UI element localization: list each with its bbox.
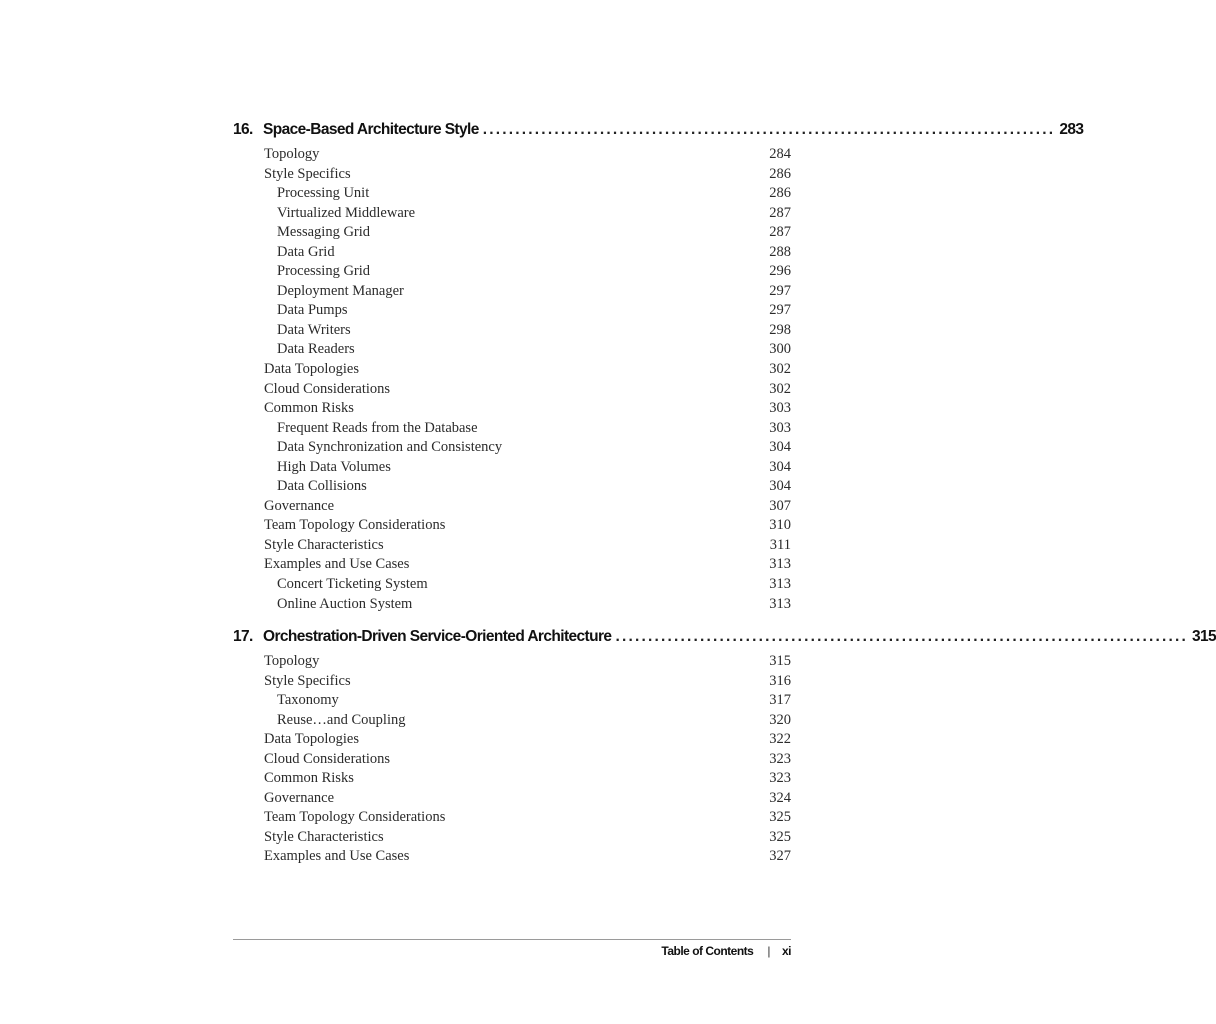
toc-entry[interactable] bbox=[233, 808, 791, 828]
chapter-title: Orchestration-Driven Service-Oriented Architecture bbox=[263, 628, 612, 645]
toc-entry-page-number: 288 bbox=[769, 243, 791, 260]
toc-entry-label: Cloud Considerations bbox=[264, 380, 391, 397]
toc-entry-label: Processing Unit bbox=[277, 185, 370, 202]
footer-page-number: xi bbox=[781, 944, 791, 958]
toc-entry-label: Examples and Use Cases bbox=[264, 848, 410, 865]
toc-entry-page-number: 311 bbox=[769, 536, 791, 553]
toc-entry-page-number: 325 bbox=[769, 828, 791, 845]
toc-entry[interactable] bbox=[233, 497, 791, 517]
toc-entry[interactable] bbox=[233, 828, 791, 848]
toc-entry-label: Messaging Grid bbox=[277, 224, 371, 241]
toc-entry-page-number: 307 bbox=[769, 497, 791, 514]
toc-entry[interactable] bbox=[233, 184, 791, 204]
toc-entry[interactable] bbox=[233, 321, 791, 341]
toc-entry-label: Virtualized Middleware bbox=[277, 204, 416, 221]
toc-entry-page-number: 298 bbox=[769, 321, 791, 338]
toc-entry-label: Data Pumps bbox=[277, 302, 348, 319]
toc-entry-page-number: 316 bbox=[769, 672, 791, 689]
toc-entry-label: Frequent Reads from the Database bbox=[277, 419, 478, 436]
toc-entry-page-number: 287 bbox=[769, 204, 791, 221]
toc-entry-page-number: 297 bbox=[769, 302, 791, 319]
chapter-title: Space-Based Architecture Style bbox=[263, 121, 479, 138]
toc-entry-page-number: 297 bbox=[769, 282, 791, 299]
toc-entry-page-number: 324 bbox=[769, 789, 791, 806]
toc-entry-page-number: 325 bbox=[769, 809, 791, 826]
footer-separator: | bbox=[767, 944, 770, 958]
toc-entry-label: Concert Ticketing System bbox=[277, 576, 428, 593]
toc-entry[interactable] bbox=[233, 438, 791, 458]
toc-entry[interactable] bbox=[233, 301, 791, 321]
toc-entry-label: Team Topology Considerations bbox=[264, 517, 446, 534]
toc-entry-label: Topology bbox=[264, 653, 320, 669]
toc-entry[interactable] bbox=[233, 145, 791, 165]
toc-entry-page-number: 300 bbox=[769, 341, 791, 358]
toc-entry-page-number: 313 bbox=[769, 595, 791, 612]
toc-entry[interactable] bbox=[233, 399, 791, 419]
toc-entry-page-number: 320 bbox=[769, 711, 791, 728]
toc-entry-page-number: 303 bbox=[769, 400, 791, 417]
toc-entry-label: Style Characteristics bbox=[264, 828, 384, 845]
chapter-heading[interactable] bbox=[233, 121, 1084, 145]
toc-entry-label: Data Topologies bbox=[264, 731, 359, 748]
chapter-entries bbox=[233, 145, 791, 614]
toc-entry[interactable] bbox=[233, 730, 791, 750]
leader-dots: ........................................................................................ bbox=[615, 628, 1189, 645]
toc-entry-page-number: 310 bbox=[769, 517, 791, 534]
toc-entry[interactable] bbox=[233, 223, 791, 243]
toc-entry[interactable] bbox=[233, 380, 791, 400]
toc-entry-label: Online Auction System bbox=[277, 595, 413, 612]
toc-entry[interactable] bbox=[233, 750, 791, 770]
toc-entry[interactable] bbox=[233, 165, 791, 185]
chapter-16 bbox=[233, 121, 1084, 614]
toc-entry[interactable] bbox=[233, 595, 791, 615]
toc-entry-label: Governance bbox=[264, 789, 335, 806]
toc-entry-page-number: 317 bbox=[769, 692, 791, 709]
toc-entry[interactable] bbox=[233, 360, 791, 380]
toc-entry-label: Taxonomy bbox=[277, 692, 339, 709]
toc-entry-page-number: 313 bbox=[769, 576, 791, 593]
page-footer bbox=[661, 944, 791, 958]
toc-entry[interactable] bbox=[233, 419, 791, 439]
toc-entry[interactable] bbox=[233, 516, 791, 536]
toc-entry-label: High Data Volumes bbox=[277, 458, 391, 475]
leader-dots: ........................................................................................ bbox=[482, 121, 1056, 138]
toc-entry-label: Governance bbox=[264, 497, 335, 514]
toc-entry-label: Examples and Use Cases bbox=[264, 556, 410, 573]
toc-entry-page-number: 284 bbox=[769, 146, 791, 162]
toc-entry[interactable] bbox=[233, 458, 791, 478]
chapter-heading[interactable] bbox=[233, 628, 1216, 652]
chapter-page-number: 315 bbox=[1192, 628, 1216, 645]
toc-entry[interactable] bbox=[233, 536, 791, 556]
toc-entry-label: Deployment Manager bbox=[277, 282, 404, 299]
toc-entry[interactable] bbox=[233, 789, 791, 809]
toc-entry-page-number: 322 bbox=[769, 731, 791, 748]
toc-entry-page-number: 304 bbox=[769, 439, 791, 456]
chapter-number: 17. bbox=[233, 628, 253, 645]
chapter-17 bbox=[233, 628, 1216, 867]
toc-entry-page-number: 287 bbox=[769, 224, 791, 241]
toc-entry-label: Style Characteristics bbox=[264, 536, 384, 553]
toc-entry[interactable] bbox=[233, 691, 791, 711]
toc-entry-label: Common Risks bbox=[264, 770, 354, 787]
toc-entry-page-number: 323 bbox=[769, 750, 791, 767]
toc-entry-page-number: 286 bbox=[769, 165, 791, 182]
toc-entry-label: Data Readers bbox=[277, 341, 355, 358]
toc-entry[interactable] bbox=[233, 847, 791, 867]
toc-entry-label: Data Grid bbox=[277, 243, 335, 260]
toc-entry[interactable] bbox=[233, 769, 791, 789]
toc-entry-label: Common Risks bbox=[264, 400, 354, 417]
chapter-number: 16. bbox=[233, 121, 253, 138]
toc-entry[interactable] bbox=[233, 711, 791, 731]
toc-entry-label: Style Specifics bbox=[264, 165, 351, 182]
toc-entry-label: Data Writers bbox=[277, 321, 351, 338]
toc-entry-page-number: 313 bbox=[769, 556, 791, 573]
toc-entry[interactable] bbox=[233, 555, 791, 575]
toc-entry-page-number: 304 bbox=[769, 478, 791, 495]
toc-entry-page-number: 286 bbox=[769, 185, 791, 202]
toc-entry-label: Team Topology Considerations bbox=[264, 809, 446, 826]
toc-entry[interactable] bbox=[233, 672, 791, 692]
toc-entry[interactable] bbox=[233, 262, 791, 282]
toc-entry[interactable] bbox=[233, 477, 791, 497]
toc-entry-page-number: 315 bbox=[769, 653, 791, 669]
chapter-entries bbox=[233, 652, 791, 867]
toc-entry-page-number: 304 bbox=[769, 458, 791, 475]
toc-entry-label: Reuse…and Coupling bbox=[277, 711, 406, 728]
toc-entry-label: Style Specifics bbox=[264, 672, 351, 689]
toc-entry-page-number: 296 bbox=[769, 263, 791, 280]
toc-entry-label: Data Collisions bbox=[277, 478, 367, 495]
toc-entry-page-number: 302 bbox=[769, 380, 791, 397]
toc-entry-page-number: 327 bbox=[769, 848, 791, 865]
toc-entry-label: Processing Grid bbox=[277, 263, 371, 280]
toc-entry-label: Data Synchronization and Consistency bbox=[277, 439, 503, 456]
toc-entry[interactable] bbox=[233, 243, 791, 263]
toc-entry[interactable] bbox=[233, 204, 791, 224]
chapter-page-number: 283 bbox=[1059, 121, 1084, 138]
toc-entry-label: Topology bbox=[264, 146, 320, 162]
toc-entry-label: Cloud Considerations bbox=[264, 750, 391, 767]
footer-section-title: Table of Contents bbox=[661, 944, 754, 958]
toc-entry[interactable] bbox=[233, 575, 791, 595]
toc-entry[interactable] bbox=[233, 340, 791, 360]
toc-entry-page-number: 303 bbox=[769, 419, 791, 436]
toc-entry-page-number: 323 bbox=[769, 770, 791, 787]
footer-divider bbox=[233, 939, 791, 940]
toc-entry-page-number: 302 bbox=[769, 361, 791, 378]
toc-entry[interactable] bbox=[233, 652, 791, 672]
toc-entry-label: Data Topologies bbox=[264, 361, 359, 378]
toc-entry[interactable] bbox=[233, 282, 791, 302]
